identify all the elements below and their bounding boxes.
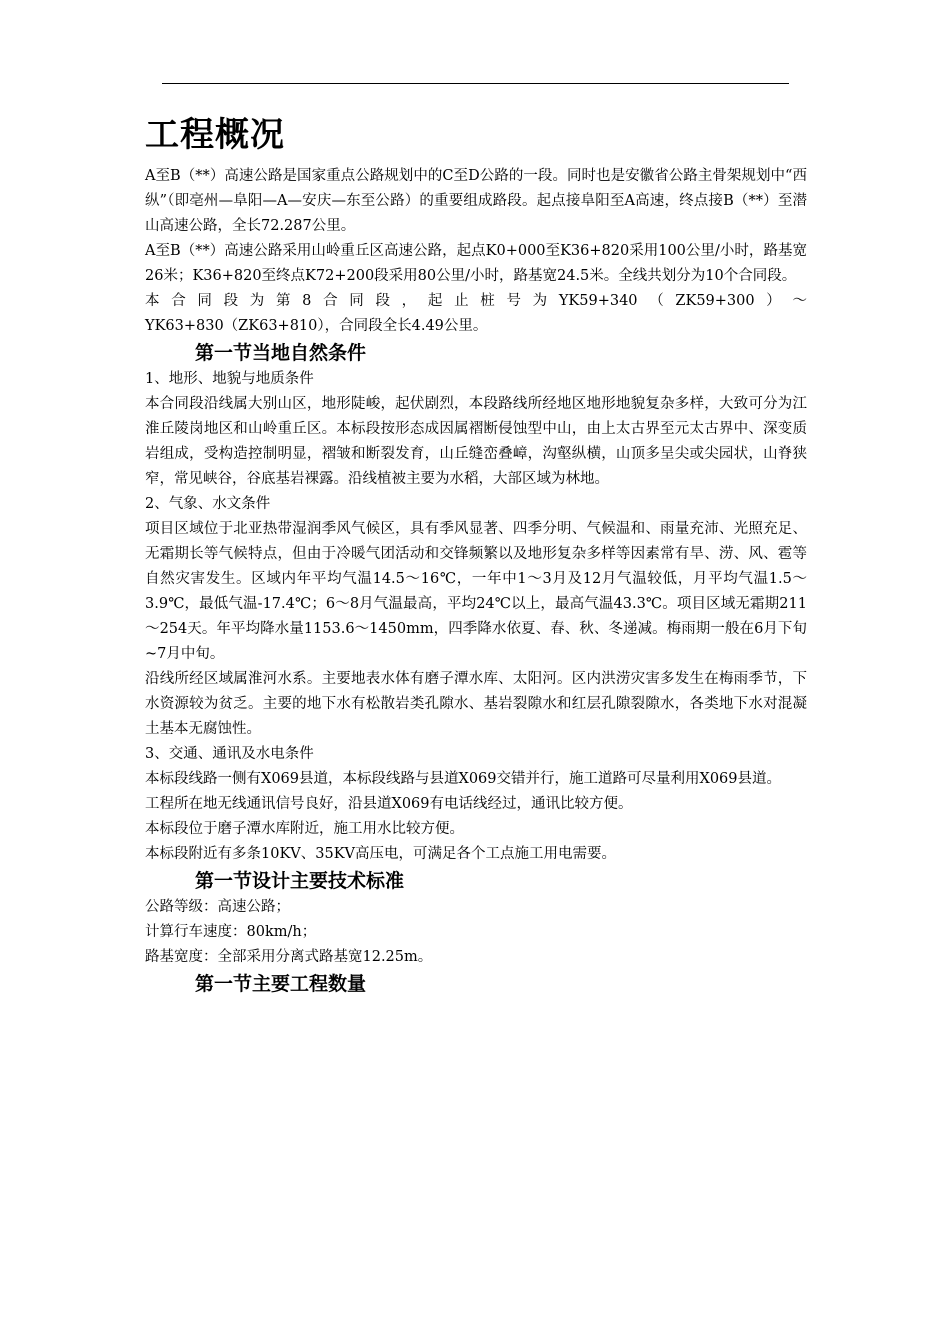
header-rule <box>162 83 789 84</box>
paragraph-traffic-road: 本标段线路一侧有X069县道，本标段线路与县道X069交错并行，施工道路可尽量利用X069县道。 <box>145 771 781 787</box>
document-body <box>145 110 807 998</box>
section-heading-natural-conditions: 第一节当地自然条件 <box>195 342 367 364</box>
subheading-traffic: 3、交通、通讯及水电条件 <box>145 746 314 762</box>
intro-paragraph-3: 本合同段为第8合同段，起止桩号为YK59+340（ZK59+300）～ <box>145 293 807 309</box>
paragraph-traffic-water: 本标段位于磨子潭水库附近，施工用水比较方便。 <box>145 821 464 837</box>
standard-design-speed: 计算行车速度：80km/h； <box>145 924 317 940</box>
intro-paragraph-2: A至B（**）高速公路采用山岭重丘区高速公路，起点K0+000至K36+820采用100公里/小时，路基宽26米；K36+820至终点K72+200段采用80公里/小时，路基宽24.5米。全线共划分为10个合同段。 <box>145 243 807 284</box>
section-heading-technical-standards: 第一节设计主要技术标准 <box>195 870 405 892</box>
standard-road-grade: 公路等级：高速公路； <box>145 899 290 915</box>
paragraph-traffic-telecom: 工程所在地无线通讯信号良好，沿县道X069有电话线经过，通讯比较方便。 <box>145 796 633 812</box>
paragraph-climate: 项目区域位于北亚热带湿润季风气候区，具有季风显著、四季分明、气候温和、雨量充沛、光照充足、无霜期长等气候特点，但由于冷暖气团活动和交锋频繁以及地形复杂多样等因素常有旱、涝、风、雹等自然灾害发生。区域内年平均气温14.5～16℃，一年中1～3月及12月气温较低，月平均气温1.5～3.9℃，最低气温-17.4℃；6～8月气温最高，平均24℃以上，最高气温43.3℃。项目区域无霜期211～254天。年平均降水量1153.6～1450mm，四季降水依夏、春、秋、冬递减。梅雨期一般在6月下旬~7月中旬。 <box>145 521 807 662</box>
subheading-terrain: 1、地形、地貌与地质条件 <box>145 371 314 387</box>
intro-paragraph-4: YK63+830（ZK63+810），合同段全长4.49公里。 <box>145 318 488 334</box>
subheading-climate: 2、气象、水文条件 <box>145 496 271 512</box>
paragraph-traffic-power: 本标段附近有多条10KV、35KV高压电，可满足各个工点施工用电需要。 <box>145 846 617 862</box>
paragraph-hydrology: 沿线所经区域属淮河水系。主要地表水体有磨子潭水库、太阳河。区内洪涝灾害多发生在梅雨季节，下水资源较为贫乏。主要的地下水有松散岩类孔隙水、基岩裂隙水和红层孔隙裂隙水，各类地下水对混凝土基本无腐蚀性。 <box>145 671 807 737</box>
intro-paragraph-1: A至B（**）高速公路是国家重点公路规划中的C至D公路的一段。同时也是安徽省公路主骨架规划中“西纵”（即亳州—阜阳—A—安庆—东至公路）的重要组成路段。起点接阜阳至A高速，终点接B（**）至潜山高速公路，全长72.287公里。 <box>145 168 807 234</box>
paragraph-terrain: 本合同段沿线属大别山区，地形陡峻，起伏剧烈，本段路线所经地区地形地貌复杂多样，大致可分为江淮丘陵岗地区和山岭重丘区。本标段按形态成因属褶断侵蚀型中山，由上太古界至元太古界中、深变质岩组成，受构造控制明显，褶皱和断裂发育，山丘缝峦叠嶂，沟壑纵横，山顶多呈尖或尖园状，山脊狭窄，常见峡谷，谷底基岩裸露。沿线植被主要为水稻，大部区域为林地。 <box>145 396 807 487</box>
document-title: 工程概况 <box>145 115 285 155</box>
section-heading-quantities: 第一节主要工程数量 <box>195 973 367 995</box>
standard-subgrade-width: 路基宽度：全部采用分离式路基宽12.25m。 <box>145 949 433 965</box>
